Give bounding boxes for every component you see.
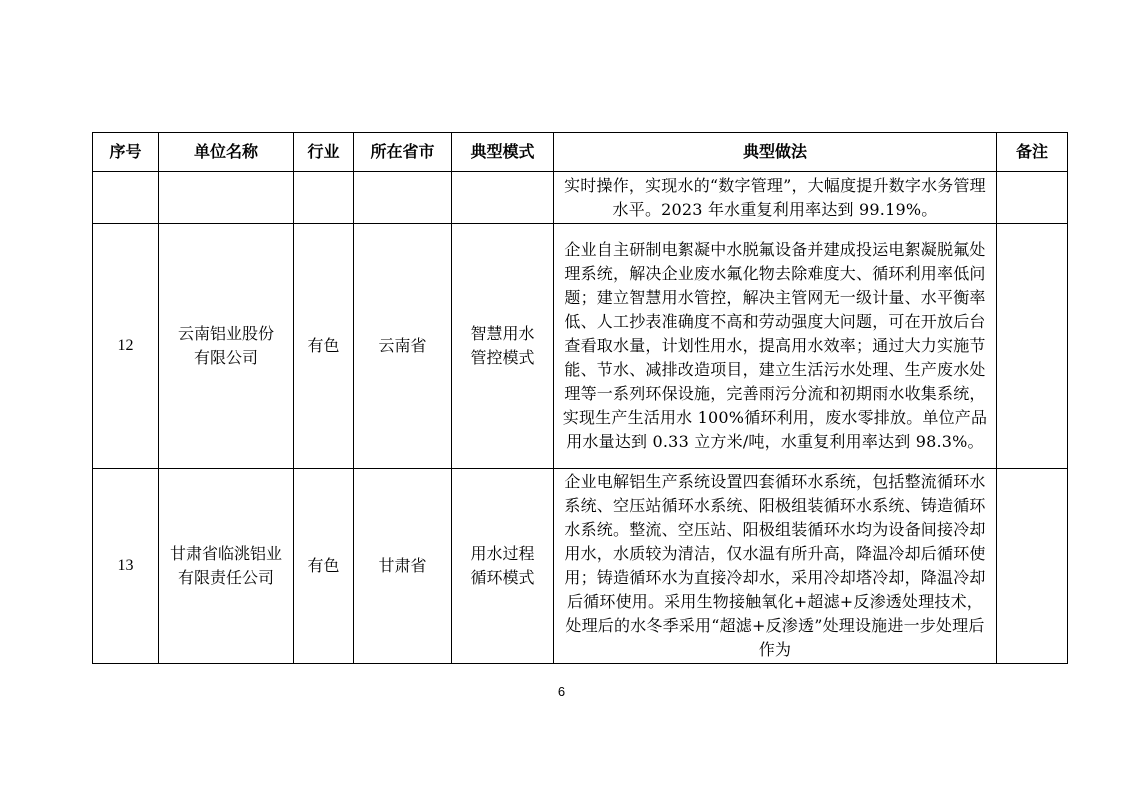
table-row [93, 469, 1068, 664]
row-practice: 企业电解铝生产系统设置四套循环水系统，包括整流循环水系统、空压站循环水系统、阳极组装循环水系统、铸造循环水系统。整流、空压站、阳极组装循环水均为设备间接冷却用水，水质较为清洁，仅水温有所升高，降温冷却后循环使用；铸造循环水为直接冷却水，采用冷却塔冷却，降温冷却后循环使用。采用生物接触氧化+超滤+反渗透处理技术，处理后的水冬季采用“超滤+反渗透”处理设施进一步处理后作为 [554, 469, 997, 664]
row-unit-name [159, 172, 294, 224]
row-remark [997, 469, 1068, 664]
row-no: 12 [93, 224, 159, 469]
row-no [93, 172, 159, 224]
header-typical-mode: 典型模式 [452, 133, 554, 172]
row-remark [997, 224, 1068, 469]
header-no: 序号 [93, 133, 159, 172]
page-number: 6 [557, 684, 566, 699]
header-typical-practice: 典型做法 [554, 133, 997, 172]
row-remark [997, 172, 1068, 224]
enterprise-table [92, 132, 1068, 664]
row-province: 甘肃省 [354, 469, 452, 664]
row-no: 13 [93, 469, 159, 664]
row-industry: 有色 [294, 469, 354, 664]
row-industry: 有色 [294, 224, 354, 469]
header-remark: 备注 [997, 133, 1068, 172]
row-province: 云南省 [354, 224, 452, 469]
row-mode: 智慧用水管控模式 [452, 224, 554, 469]
header-unit-name: 单位名称 [159, 133, 294, 172]
row-industry [294, 172, 354, 224]
table-header-row [93, 133, 1068, 172]
table-row [93, 224, 1068, 469]
row-practice: 企业自主研制电絮凝中水脱氟设备并建成投运电絮凝脱氟处理系统，解决企业废水氟化物去除难度大、循环利用率低问题；建立智慧用水管控，解决主管网无一级计量、水平衡率低、人工抄表准确度不高和劳动强度大问题，可在开放后台查看取水量，计划性用水，提高用水效率；通过大力实施节能、节水、减排改造项目，建立生活污水处理、生产废水处理等一系列环保设施，完善雨污分流和初期雨水收集系统，实现生产生活用水 100%循环利用，废水零排放。单位产品用水量达到 0.33 立方米/吨，水重复利用率达到 98.3%。 [554, 224, 997, 469]
row-unit-name: 甘肃省临洮铝业有限责任公司 [159, 469, 294, 664]
row-practice: 实时操作，实现水的“数字管理”，大幅度提升数字水务管理水平。2023 年水重复利用率达到 99.19%。 [554, 172, 997, 224]
row-unit-name: 云南铝业股份有限公司 [159, 224, 294, 469]
header-industry: 行业 [294, 133, 354, 172]
row-mode: 用水过程循环模式 [452, 469, 554, 664]
header-province: 所在省市 [354, 133, 452, 172]
table-row [93, 172, 1068, 224]
row-mode [452, 172, 554, 224]
row-province [354, 172, 452, 224]
